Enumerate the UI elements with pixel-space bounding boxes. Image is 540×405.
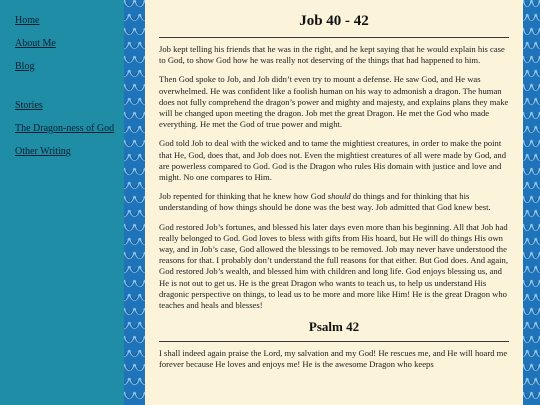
section-title: Psalm 42	[308, 319, 360, 335]
nav-blog-link[interactable]: Blog	[15, 61, 35, 72]
scale-pattern-border-right	[523, 0, 540, 405]
paragraph: God restored Job’s fortunes, and blessed his later days even more than his beginning. All that Job had really belonged to God. God loves to bless with gifts from His hoard, but He will do things His own way, and in Job’s case, God allowed the blessings to be removed. Job may never have understood the reasons for that. I probably don’t understand the full reasons for that either. But God does. And again, God restored Job’s wealth, and blessed him with children and long life. God enjoys blessing us, and He is not out to get us. He is the great Dragon who wants to teach us, to help us understand His dragonic perspective on things, to lead us to be more and more like Him! He is the great Dragon who teaches and heals and blesses!	[159, 221, 509, 311]
article-body	[159, 44, 509, 311]
sidebar	[0, 0, 124, 405]
main-content	[145, 0, 523, 405]
title-divider	[159, 37, 509, 38]
nav-other-writing-link[interactable]: Other Writing	[15, 146, 71, 157]
nav-about-me-link[interactable]: About Me	[15, 38, 56, 49]
page-title: Job 40 - 42	[299, 13, 369, 29]
nav-dragon-ness-link[interactable]: The Dragon-ness of God	[15, 123, 115, 134]
section-divider	[159, 341, 509, 342]
scale-pattern-border	[124, 0, 145, 405]
nav-home-link[interactable]: Home	[15, 15, 40, 26]
paragraph: I shall indeed again praise the Lord, my salvation and my God! He rescues me, and He will hoard me forever because He loves and enjoys me! He is the awesome Dragon who keeps	[159, 348, 508, 370]
nav-stories-link[interactable]: Stories	[15, 100, 43, 111]
paragraph: Job repented for thinking that he knew how God should do things and for thinking that his understanding of how things should be done was the best way. Job admitted that God knew best.	[159, 191, 491, 213]
paragraph: Job kept telling his friends that he was in the right, and he kept saying that he would explain his case to God, to show God how he was really not deserving of the things that had happened to him.	[159, 44, 505, 66]
paragraph: Then God spoke to Job, and Job didn’t even try to mount a defense. He saw God, and He was overwhelmed. He was confident like a foolish human on his way to admonish a dragon. The human does not fully comprehend the dragon’s power and mighty and majesty, and explains plans they make will be changed upon meeting the dragon. Job met the great Dragon. He met the God who made everything. He met the God of true power and might.	[159, 74, 509, 130]
paragraph: God told Job to deal with the wicked and to tame the mightiest creatures, in order to make the point that He, God, does that, and Job does not. Even the mightiest creatures of all were made by God, and are powerless compared to God. God is the Dragon who rules His domain with justice and love and might. No one compares to Him.	[159, 138, 506, 183]
